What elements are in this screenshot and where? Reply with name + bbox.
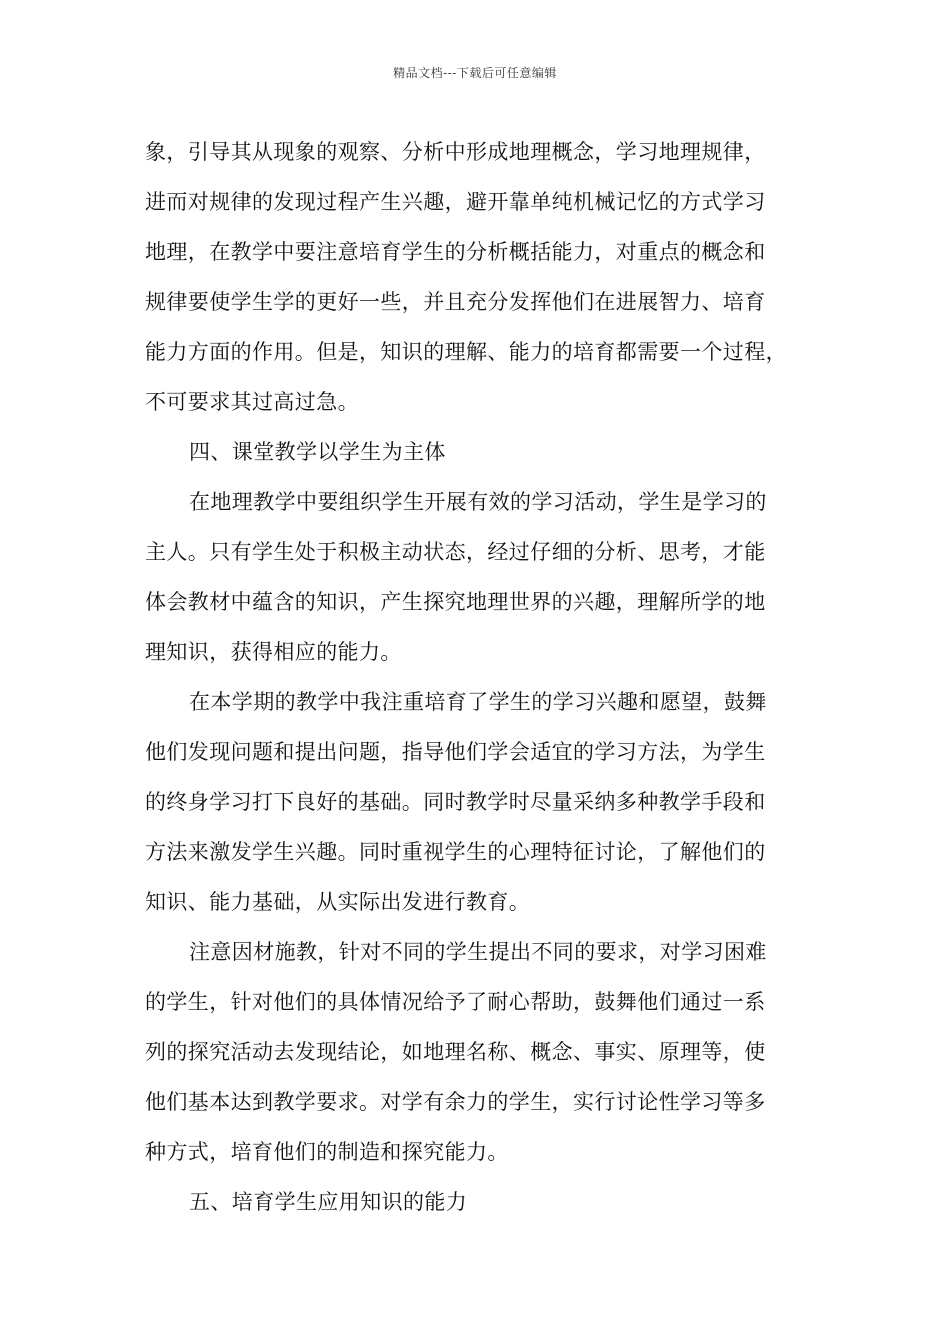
text-line: 能力方面的作用。但是，知识的理解、能力的培育都需要一个过程，: [145, 340, 787, 364]
paragraph-start: 在地理教学中要组织学生开展有效的学习活动，学生是学习的: [189, 490, 767, 514]
text-line: 体会教材中蕴含的知识，产生探究地理世界的兴趣，理解所学的地: [145, 590, 766, 614]
text-line: 象，引导其从现象的观察、分析中形成地理概念，学习地理规律，: [145, 140, 766, 164]
text-line: 种方式，培育他们的制造和探究能力。: [145, 1140, 509, 1164]
section-heading: 四、课堂教学以学生为主体: [189, 440, 446, 464]
paragraph-start: 注意因材施教，针对不同的学生提出不同的要求，对学习困难: [189, 940, 767, 964]
text-line: 列的探究活动去发现结论，如地理名称、概念、事实、原理等，使: [145, 1040, 766, 1064]
text-line: 他们发现问题和提出问题，指导他们学会适宜的学习方法，为学生: [145, 740, 766, 764]
text-line: 知识、能力基础，从实际出发进行教育。: [145, 890, 531, 914]
text-line: 不可要求其过高过急。: [145, 390, 359, 414]
text-line: 的学生，针对他们的具体情况给予了耐心帮助，鼓舞他们通过一系: [145, 990, 766, 1014]
text-line: 进而对规律的发现过程产生兴趣，避开靠单纯机械记忆的方式学习: [145, 190, 766, 214]
text-line: 主人。只有学生处于积极主动状态，经过仔细的分析、思考，才能: [145, 540, 766, 564]
text-line: 规律要使学生学的更好一些，并且充分发挥他们在进展智力、培育: [145, 290, 766, 314]
text-line: 理知识，获得相应的能力。: [145, 640, 402, 664]
section-heading: 五、培育学生应用知识的能力: [189, 1190, 468, 1214]
text-line: 方法来激发学生兴趣。同时重视学生的心理特征讨论，了解他们的: [145, 840, 766, 864]
paragraph-start: 在本学期的教学中我注重培育了学生的学习兴趣和愿望，鼓舞: [189, 690, 767, 714]
document-body: [145, 127, 825, 1227]
page-header: 精品文档---下载后可任意编辑: [393, 66, 557, 80]
text-line: 的终身学习打下良好的基础。同时教学时尽量采纳多种教学手段和: [145, 790, 766, 814]
text-line: 地理，在教学中要注意培育学生的分析概括能力，对重点的概念和: [145, 240, 766, 264]
text-line: 他们基本达到教学要求。对学有余力的学生，实行讨论性学习等多: [145, 1090, 766, 1114]
